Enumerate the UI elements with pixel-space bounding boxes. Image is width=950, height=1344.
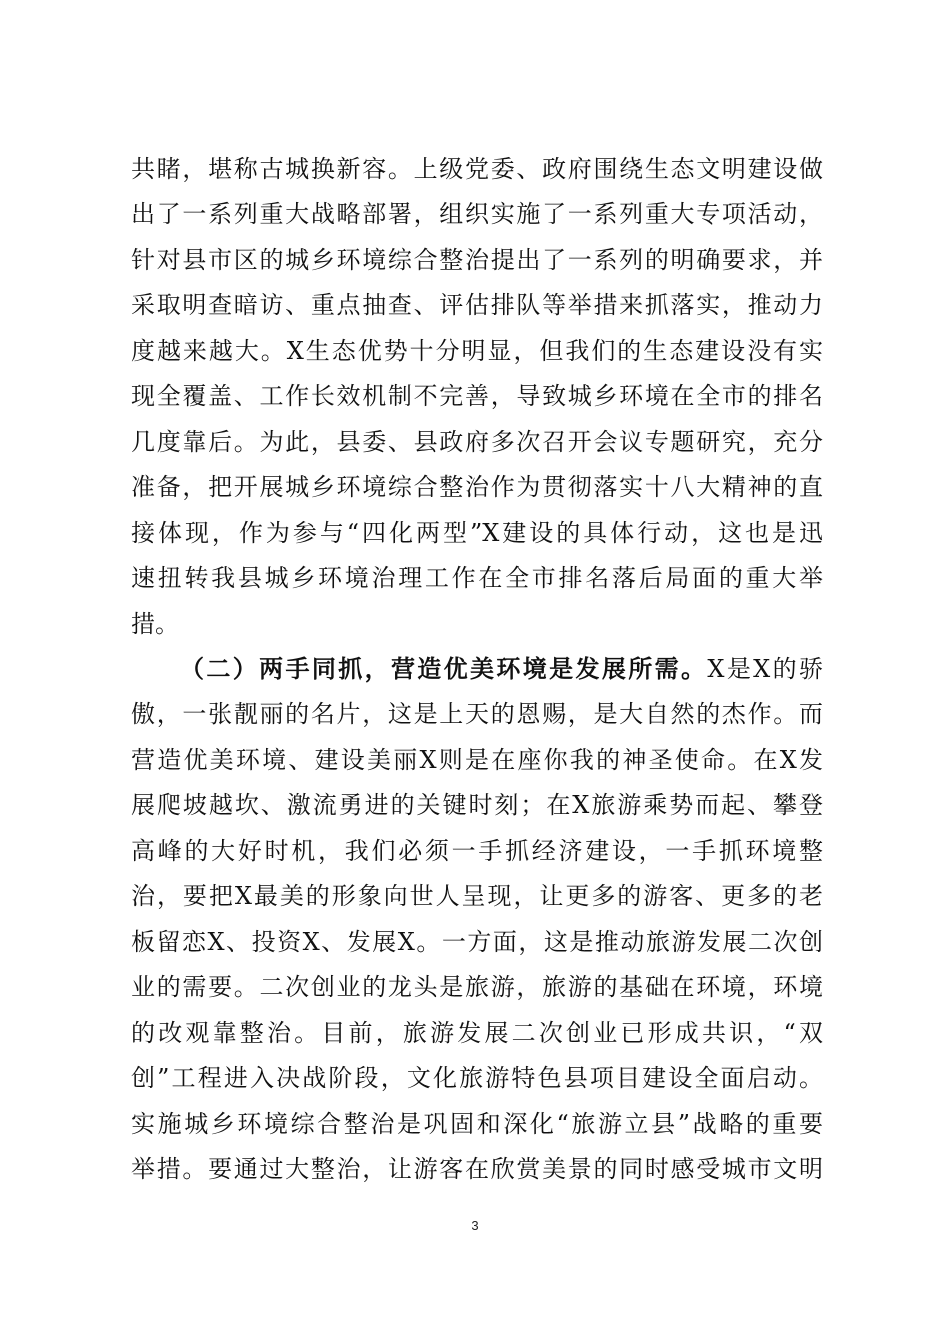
paragraph-2-line-5: 高峰的大好时机，我们必须一手抓经济建设，一手抓环境整 [131, 837, 823, 865]
paragraph-2-line-10: 创”工程进入决战阶段，文化旅游特色县项目建设全面启动。 [131, 1064, 823, 1092]
section-heading: （二）两手同抓，营造优美环境是发展所需。 [180, 654, 708, 683]
paragraph-2-line-11: 实施城乡环境综合整治是巩固和深化“旅游立县”战略的重要 [131, 1110, 823, 1138]
paragraph-2-line-6: 治，要把X最美的形象向世人呈现，让更多的游客、更多的老 [131, 882, 823, 910]
paragraph-1-line-9: 接体现，作为参与“四化两型”X建设的具体行动，这也是迅 [131, 519, 823, 547]
paragraph-2-line-2: 傲，一张靓丽的名片，这是上天的恩赐，是大自然的杰作。而 [131, 700, 823, 728]
paragraph-1-line-6: 现全覆盖、工作长效机制不完善，导致城乡环境在全市的排名 [131, 382, 823, 410]
paragraph-2-line-7: 板留恋X、投资X、发展X。一方面，这是推动旅游发展二次创 [131, 928, 823, 956]
paragraph-1-line-2: 出了一系列重大战略部署，组织实施了一系列重大专项活动， [131, 200, 823, 228]
paragraph-2-line-8: 业的需要。二次创业的龙头是旅游，旅游的基础在环境，环境 [131, 973, 823, 1001]
paragraph-1-line-8: 准备，把开展城乡环境综合整治作为贯彻落实十八大精神的直 [131, 473, 823, 501]
paragraph-2-line-1 [180, 649, 823, 689]
paragraph-2-line-4: 展爬坡越坎、激流勇进的关键时刻；在X旅游乘势而起、攀登 [131, 791, 823, 819]
paragraph-1-line-1: 共睹，堪称古城换新容。上级党委、政府围绕生态文明建设做 [131, 155, 823, 183]
paragraph-2-line-3: 营造优美环境、建设美丽X则是在座你我的神圣使命。在X发 [131, 746, 823, 774]
page-number: 3 [471, 1218, 479, 1233]
paragraph-1-line-3: 针对县市区的城乡环境综合整治提出了一系列的明确要求，并 [131, 246, 823, 274]
paragraph-2-line-12: 举措。要通过大整治，让游客在欣赏美景的同时感受城市文明 [131, 1155, 823, 1183]
paragraph-1-line-7: 几度靠后。为此，县委、县政府多次召开会议专题研究，充分 [131, 428, 823, 456]
paragraph-1-line-11: 措。 [131, 610, 179, 638]
paragraph-1-line-5: 度越来越大。X生态优势十分明显，但我们的生态建设没有实 [131, 337, 823, 365]
paragraph-2-line-1-rest: X是X的骄 [707, 655, 824, 683]
paragraph-1-line-4: 采取明查暗访、重点抽查、评估排队等举措来抓落实，推动力 [131, 291, 823, 319]
paragraph-2-line-9: 的改观靠整治。目前，旅游发展二次创业已形成共识，“双 [131, 1019, 823, 1047]
paragraph-1-line-10: 速扭转我县城乡环境治理工作在全市排名落后局面的重大举 [131, 564, 823, 592]
